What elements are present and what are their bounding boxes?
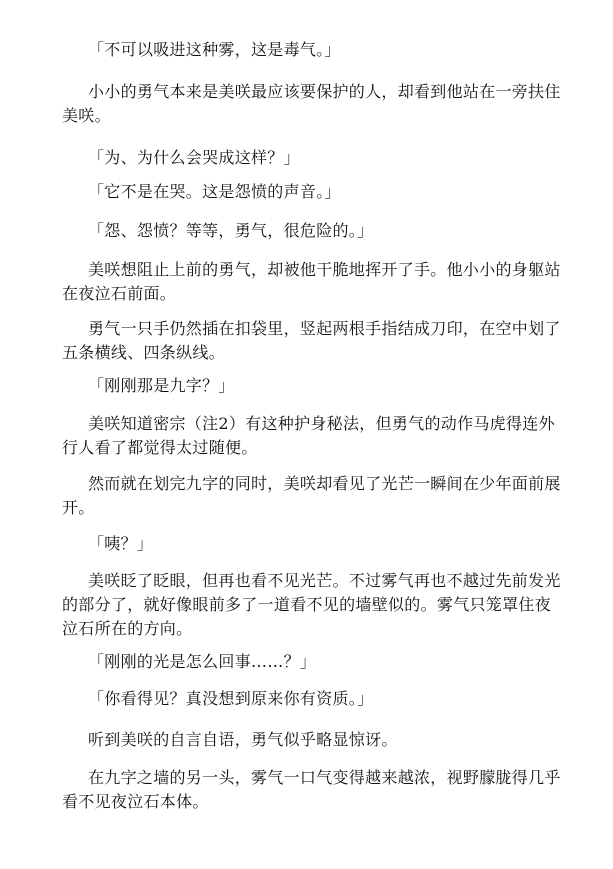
paragraph: 「刚刚的光是怎么回事……？」 <box>88 652 317 671</box>
paragraph: 美咲想阻止上前的勇气，却被他干脆地挥开了手。他小小的身躯站在夜泣石前面。 <box>62 260 561 303</box>
paragraph: 「怨、怨愤？等等，勇气，很危险的。」 <box>88 221 374 240</box>
paragraph: 「为、为什么会哭成这样？」 <box>88 148 300 167</box>
paragraph: 然而就在划完九字的同时，美咲却看见了光芒一瞬间在少年面前展开。 <box>62 474 561 517</box>
paragraph: 勇气一只手仍然插在扣袋里，竖起两根手指结成刀印，在空中划了五条横线、四条纵线。 <box>62 319 561 362</box>
paragraph: 「咦？」 <box>88 534 154 553</box>
paragraph: 小小的勇气本来是美咲最应该要保护的人，却看到他站在一旁扶住美咲。 <box>62 82 561 125</box>
paragraph: 在九字之墙的另一头，雾气一口气变得越来越浓，视野朦胧得几乎看不见夜泣石本体。 <box>62 768 561 811</box>
paragraph: 美咲知道密宗（注2）有这种护身秘法，但勇气的动作马虎得连外行人看了都觉得太过随便。 <box>62 414 555 457</box>
paragraph: 「不可以吸进这种雾，这是毒气。」 <box>88 40 341 59</box>
paragraph: 「它不是在哭。这是怨愤的声音。」 <box>88 182 341 201</box>
paragraph: 「刚刚那是九字？」 <box>88 376 235 395</box>
paragraph: 听到美咲的自言自语，勇气似乎略显惊讶。 <box>88 730 398 749</box>
paragraph: 美咲眨了眨眼，但再也看不见光芒。不过雾气再也不越过先前发光的部分了，就好像眼前多了一道看不见的墙壁似的。雾气只笼罩住夜泣石所在的方向。 <box>62 571 561 638</box>
paragraph: 「你看得见？真没想到原来你有资质。」 <box>88 689 374 708</box>
